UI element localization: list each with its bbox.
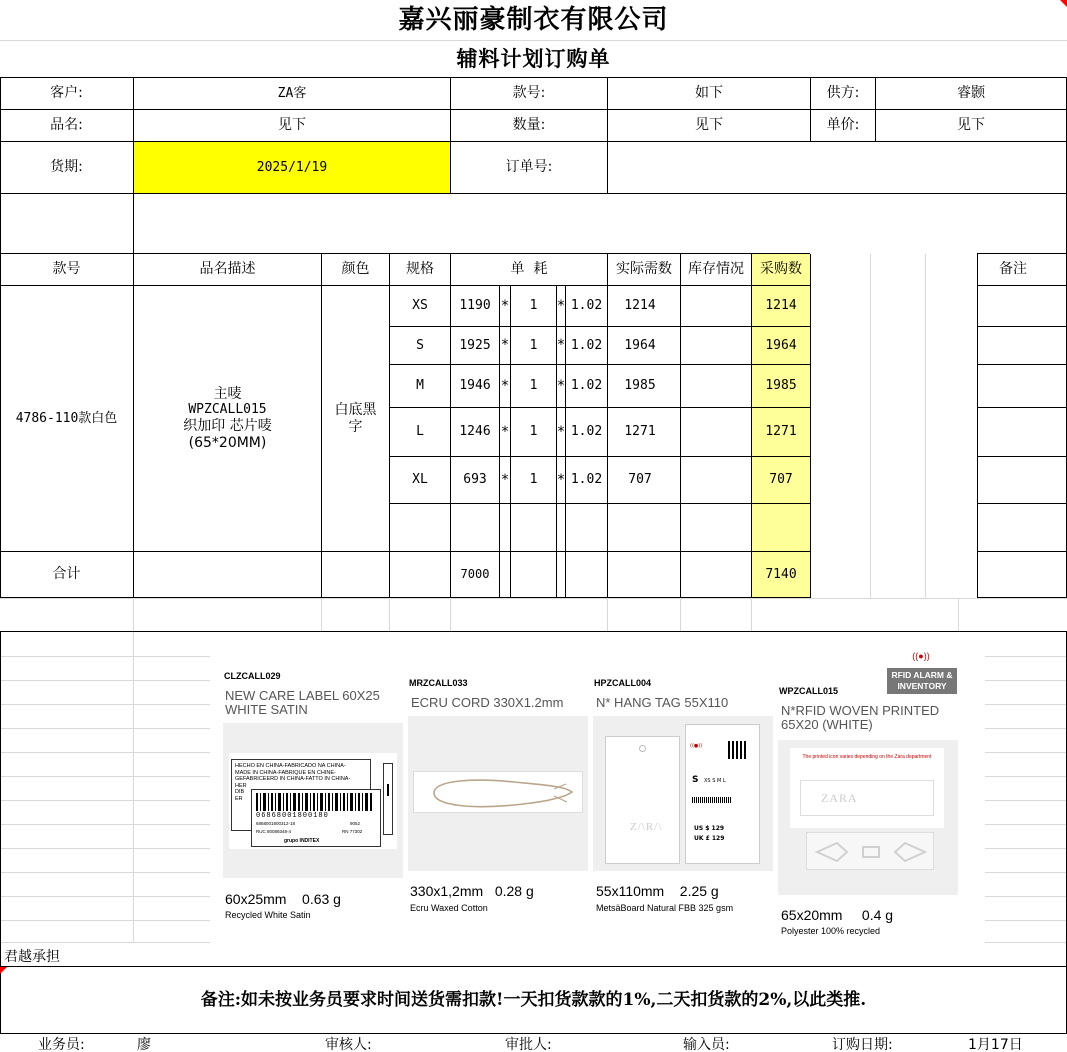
qr-code-icon	[728, 741, 746, 759]
grid-line	[751, 598, 752, 632]
supplier-label: 供方:	[826, 85, 860, 102]
payment-note: 备注:如未按业务员要求时间送货需扣款!一天扣货款款的1%,二天扣货款的2%,以此类推.	[200, 989, 867, 1010]
grid-line	[0, 872, 210, 873]
row-factor: 1.02	[570, 424, 603, 440]
grid-line	[0, 776, 210, 777]
product-image	[223, 723, 403, 878]
grid-line	[985, 704, 1067, 705]
inputter-label: 输入员:	[683, 1037, 730, 1052]
grid-line	[0, 752, 210, 753]
grid-line	[985, 920, 1067, 921]
supplier-value: 睿颢	[957, 85, 985, 102]
color-cell	[322, 286, 389, 551]
row-mult: 1	[529, 378, 538, 394]
product-code: WPZCALL015	[779, 686, 839, 696]
row-qty: 1925	[459, 337, 491, 353]
grid-line	[0, 598, 1067, 599]
hole-icon	[639, 745, 646, 752]
product-dimension: 60x25mm 0.63 g	[225, 891, 341, 907]
cord-icon	[414, 772, 584, 814]
product-dimension: 55x110mm 2.25 g	[596, 883, 719, 899]
comment-marker-icon	[0, 967, 7, 974]
row-mult: 1	[529, 337, 538, 353]
woven-label-image	[790, 748, 944, 828]
row-purchase: 1964	[765, 337, 797, 353]
header-actual-need: 实际需数	[616, 261, 672, 278]
rfid-dot-icon: ((●))	[690, 743, 703, 749]
description-line: (65*20MM)	[188, 434, 267, 451]
product-dimension: 65x20mm 0.4 g	[781, 907, 894, 923]
unit-price-value: 见下	[957, 117, 985, 134]
grid-line	[0, 728, 210, 729]
customer-label: 客户:	[50, 85, 83, 102]
header-color: 颜色	[341, 261, 370, 278]
product-dimension: 330x1,2mm 0.28 g	[410, 883, 534, 899]
grid-line	[985, 728, 1067, 729]
care-label-code: 6868001800312-18	[256, 821, 296, 826]
product-image	[593, 716, 773, 871]
row-factor: 1.02	[570, 378, 603, 394]
care-label-line: ER	[235, 795, 243, 802]
description-cell	[134, 286, 321, 551]
product-image	[408, 716, 588, 871]
care-label-line: HECHO EN CHINA-FABRICADO NA CHINA-	[235, 763, 346, 769]
grid-line	[0, 680, 210, 681]
row-need: 1985	[624, 378, 656, 394]
total-purchase: 7140	[765, 566, 797, 582]
product-material: MetsäBoard Natural FBB 325 gsm	[596, 903, 734, 913]
grid-line	[0, 40, 1067, 41]
order-no-label: 订单号:	[505, 159, 553, 176]
row-size: S	[416, 337, 424, 353]
grid-line	[133, 632, 134, 942]
times-sign: *	[557, 471, 565, 488]
hang-tag-sizes: XS S M L	[704, 778, 726, 784]
rfid-antenna-icon	[807, 833, 935, 871]
salesperson-label: 业务员:	[38, 1037, 85, 1052]
hang-tag-back	[685, 724, 760, 864]
grid-line	[985, 752, 1067, 753]
woven-brand: ZARA	[821, 791, 858, 805]
row-need: 1214	[624, 298, 656, 314]
grid-line	[870, 254, 871, 598]
row-need: 707	[628, 472, 652, 488]
description-line: WPZCALL015	[188, 402, 267, 418]
grid-line	[985, 824, 1067, 825]
grid-line	[680, 598, 681, 632]
color-line: 白底黑	[334, 401, 377, 418]
delivery-value: 2025/1/19	[256, 159, 328, 175]
product-title: NEW CARE LABEL 60X25	[225, 688, 380, 703]
order-date-label: 订购日期:	[832, 1037, 893, 1052]
total-qty: 7000	[460, 567, 490, 582]
times-sign: *	[501, 337, 509, 354]
unit-price-label: 单价:	[826, 117, 860, 134]
grid-line	[985, 848, 1067, 849]
times-sign: *	[501, 377, 509, 394]
header-stock: 库存情况	[688, 261, 744, 278]
row-mult: 1	[529, 424, 538, 440]
description-line: 织加印 芯片唛	[183, 417, 272, 434]
hang-tag-size: S	[692, 775, 699, 785]
times-sign: *	[557, 297, 565, 314]
comment-marker-icon	[1060, 0, 1067, 7]
header-size: 规格	[406, 261, 434, 278]
times-sign: *	[557, 423, 565, 440]
hang-tag-price-us: US $ 129	[694, 825, 725, 832]
product-material: Polyester 100% recycled	[781, 926, 881, 936]
row-need: 1964	[624, 337, 656, 353]
grid-line	[985, 776, 1067, 777]
barcode-icon	[692, 797, 732, 803]
order-date-value: 1月17日	[968, 1037, 1023, 1052]
barcode-number: 06868001800180	[256, 812, 329, 820]
care-label-code-right: 9052	[350, 821, 361, 826]
cord-image	[413, 771, 583, 813]
row-mult: 1	[529, 298, 538, 314]
header-description: 品名描述	[199, 261, 256, 278]
care-label-line: DIB	[235, 789, 245, 795]
product-code: MRZCALL033	[409, 678, 468, 688]
company-name: 嘉兴丽豪制衣有限公司	[398, 5, 669, 36]
row-mult: 1	[529, 472, 538, 488]
document-title: 辅料计划订购单	[456, 46, 611, 72]
row-qty: 1946	[459, 378, 491, 394]
row-size: XS	[412, 298, 428, 314]
grid-line	[985, 800, 1067, 801]
grid-line	[0, 800, 210, 801]
grid-line	[0, 704, 210, 705]
customer-value: ZA客	[277, 85, 307, 101]
row-need: 1271	[624, 424, 656, 440]
zara-logo-icon: Z/\R/\	[630, 821, 663, 833]
product-title: WHITE SATIN	[225, 702, 308, 717]
grid-line	[0, 656, 210, 657]
qty-label: 数量:	[512, 117, 546, 134]
rfid-badge-line: INVENTORY	[897, 681, 947, 691]
product-title: ECRU CORD 330X1.2mm	[411, 695, 564, 710]
times-sign: *	[501, 423, 509, 440]
rfid-chip-image	[806, 832, 934, 870]
care-label-line: HER	[235, 782, 247, 789]
grid-line	[958, 598, 959, 632]
row-size: L	[416, 424, 424, 440]
row-qty: 693	[463, 472, 487, 488]
style-no-cell: 4786-110款白色	[15, 410, 118, 426]
row-qty: 1246	[459, 424, 491, 440]
rfid-signal-icon: ((●))	[912, 651, 930, 661]
grid-line	[985, 656, 1067, 657]
description-line: 主唛	[213, 385, 242, 402]
row-factor: 1.02	[570, 337, 603, 353]
row-purchase: 1271	[765, 424, 797, 440]
grid-line	[0, 824, 210, 825]
grid-line	[0, 848, 210, 849]
care-label-image	[229, 753, 397, 849]
care-label-brand: grupo INDITEX	[284, 838, 320, 844]
care-label-line: MADE IN CHINA-FABRIQUE EN CHINE-	[235, 769, 336, 776]
item-name-value: 见下	[278, 117, 306, 134]
product-material: Recycled White Satin	[225, 910, 311, 920]
times-sign: *	[501, 471, 509, 488]
care-label-tail	[383, 763, 393, 835]
grid-line	[0, 920, 210, 921]
order-no-value	[608, 142, 1066, 193]
color-line: 字	[348, 418, 363, 435]
row-purchase: 707	[769, 472, 793, 488]
row-size: XL	[412, 472, 428, 488]
grid-line	[133, 598, 134, 632]
item-name-label: 品名:	[50, 117, 83, 134]
row-purchase: 1214	[765, 298, 797, 314]
row-factor: 1.02	[570, 472, 603, 488]
product-code: CLZCALL029	[224, 671, 281, 681]
delivery-label: 货期:	[50, 159, 83, 176]
grid-line	[925, 254, 926, 598]
product-title: N*RFID WOVEN PRINTED	[781, 703, 940, 718]
total-label: 合计	[52, 566, 81, 583]
reviewer-label: 审核人:	[325, 1037, 372, 1052]
row-qty: 1190	[459, 298, 491, 314]
woven-note: The printed icon varies depending on the Zara department	[802, 754, 932, 760]
salesperson-value: 廖	[137, 1037, 151, 1052]
hang-tag-front	[605, 736, 680, 864]
header-style-no: 款号	[52, 261, 81, 278]
header-remarks: 备注	[999, 261, 1027, 278]
times-sign: *	[557, 337, 565, 354]
row-factor: 1.02	[570, 298, 603, 314]
times-sign: *	[557, 377, 565, 394]
grid-line	[450, 598, 451, 632]
row-size: M	[416, 378, 424, 394]
product-material: Ecru Waxed Cotton	[410, 903, 488, 913]
rfid-badge-line: RFID ALARM &	[891, 670, 953, 680]
header-purchase-qty: 采购数	[760, 261, 802, 278]
grid-line	[985, 872, 1067, 873]
grid-line	[607, 598, 608, 632]
grid-line	[389, 598, 390, 632]
care-label-ruc: RUC 80089348-4	[256, 829, 292, 834]
grid-line	[321, 598, 322, 632]
style-no-label: 款号:	[512, 85, 546, 102]
header-consumption: 单 耗	[510, 261, 548, 278]
times-sign: *	[501, 297, 509, 314]
product-title: 65X20 (WHITE)	[781, 717, 873, 732]
approver-label: 审批人:	[505, 1037, 552, 1052]
grid-line	[985, 680, 1067, 681]
signature-note: 君越承担	[4, 949, 60, 965]
care-label-line: GEFABRICEERD IN CHINA-FATTO IN CHINA-	[235, 776, 351, 782]
care-label-back	[251, 789, 381, 847]
rfid-badge	[887, 668, 957, 694]
qty-value: 见下	[695, 117, 723, 134]
product-title: N* HANG TAG 55X110	[596, 695, 729, 710]
style-no-value: 如下	[695, 85, 723, 102]
product-image	[778, 740, 958, 895]
barcode-icon	[256, 793, 376, 811]
product-code: HPZCALL004	[594, 678, 652, 688]
row-purchase: 1985	[765, 378, 797, 394]
grid-line	[985, 896, 1067, 897]
woven-label	[800, 780, 934, 816]
care-label-rn: RN 77302	[342, 829, 363, 834]
hang-tag-price-uk: UK £ 129	[694, 835, 725, 842]
grid-line	[0, 896, 210, 897]
